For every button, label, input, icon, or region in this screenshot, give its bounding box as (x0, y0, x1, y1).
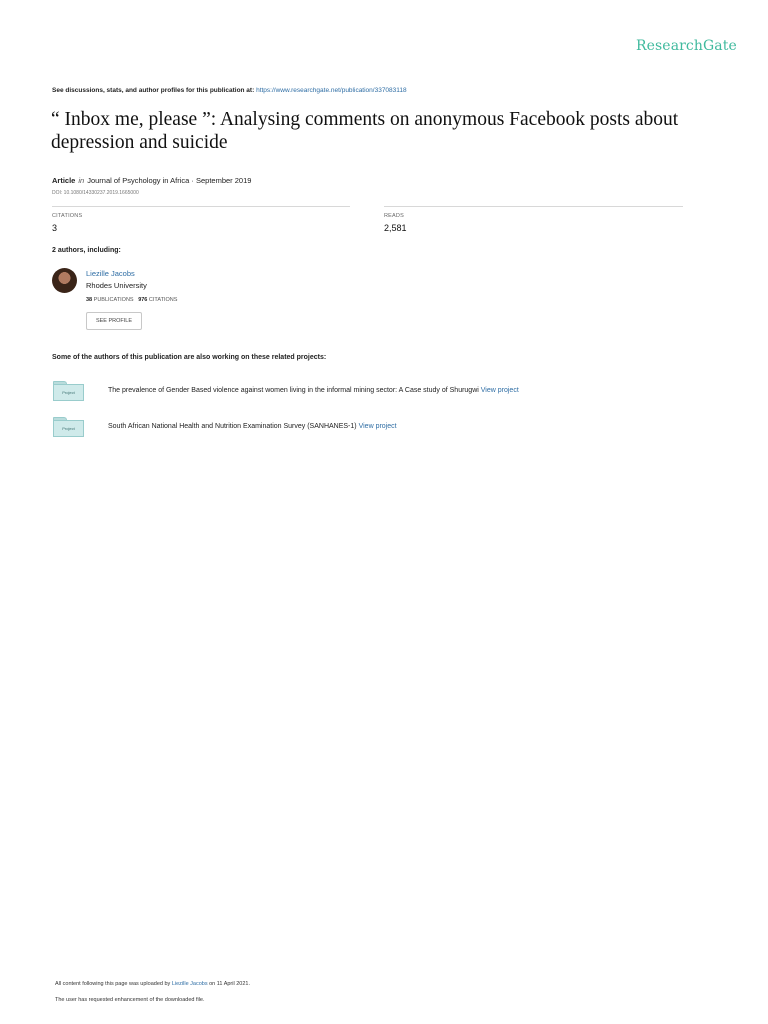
reads-divider (384, 206, 683, 207)
project-item (108, 423, 397, 430)
profile-notice-text: See discussions, stats, and author profiles for this publication at: (52, 87, 255, 94)
uploader-link[interactable]: Liezille Jacobs (171, 981, 208, 987)
citations-divider (52, 206, 350, 207)
author-name-link[interactable]: Liezille Jacobs (86, 269, 135, 278)
researchgate-logo[interactable]: ResearchGate (636, 38, 737, 54)
see-profile-button[interactable]: SEE PROFILE (86, 312, 142, 330)
reads-label: READS (384, 213, 404, 219)
author-citations-label: CITATIONS (148, 297, 178, 303)
reads-value: 2,581 (384, 223, 407, 233)
author-publications-label: PUBLICATIONS (93, 297, 134, 303)
profile-notice (52, 87, 407, 94)
publication-title: “ Inbox me, please ”: Analysing comments on anonymous Facebook posts about depression and suicide (51, 109, 679, 153)
projects-heading: Some of the authors of this publication are also working on these related projects: (52, 354, 327, 361)
journal-name: Journal of Psychology in Africa · September 2019 (87, 176, 252, 185)
project-title: South African National Health and Nutrition Examination Survey (SANHANES-1) (108, 423, 357, 430)
author-publications-count: 38 (86, 297, 93, 303)
upload-suffix: on 11 April 2021. (209, 981, 250, 987)
view-project-link[interactable]: View project (480, 387, 519, 394)
author-institution: Rhodes University (86, 281, 147, 290)
publication-type: Article (52, 176, 76, 185)
publication-in-word: in (78, 176, 85, 185)
author-avatar[interactable] (52, 268, 77, 293)
authors-heading: 2 authors, including: (52, 247, 121, 254)
citations-value: 3 (52, 223, 58, 233)
author-citations-count: 976 (138, 297, 148, 303)
view-project-link[interactable]: View project (358, 423, 397, 430)
project-folder-icon (53, 381, 83, 400)
upload-notice (55, 981, 250, 987)
publication-doi: DOI: 10.1080/14330237.2019.1665000 (52, 190, 139, 196)
project-item (108, 387, 519, 394)
upload-prefix: All content following this page was uploaded by (55, 981, 171, 987)
project-title: The prevalence of Gender Based violence against women living in the informal mining sector: A Case study of Shurugwi (108, 387, 479, 394)
author-stats (86, 297, 177, 303)
project-icon-label: Project (53, 420, 84, 437)
citations-label: CITATIONS (52, 213, 83, 219)
publication-url-link[interactable]: https://www.researchgate.net/publication/337083118 (256, 87, 407, 94)
project-icon-label: Project (53, 384, 84, 401)
publication-meta (52, 176, 251, 185)
enhancement-notice: The user has requested enhancement of the downloaded file. (55, 997, 205, 1003)
project-folder-icon (53, 417, 83, 436)
